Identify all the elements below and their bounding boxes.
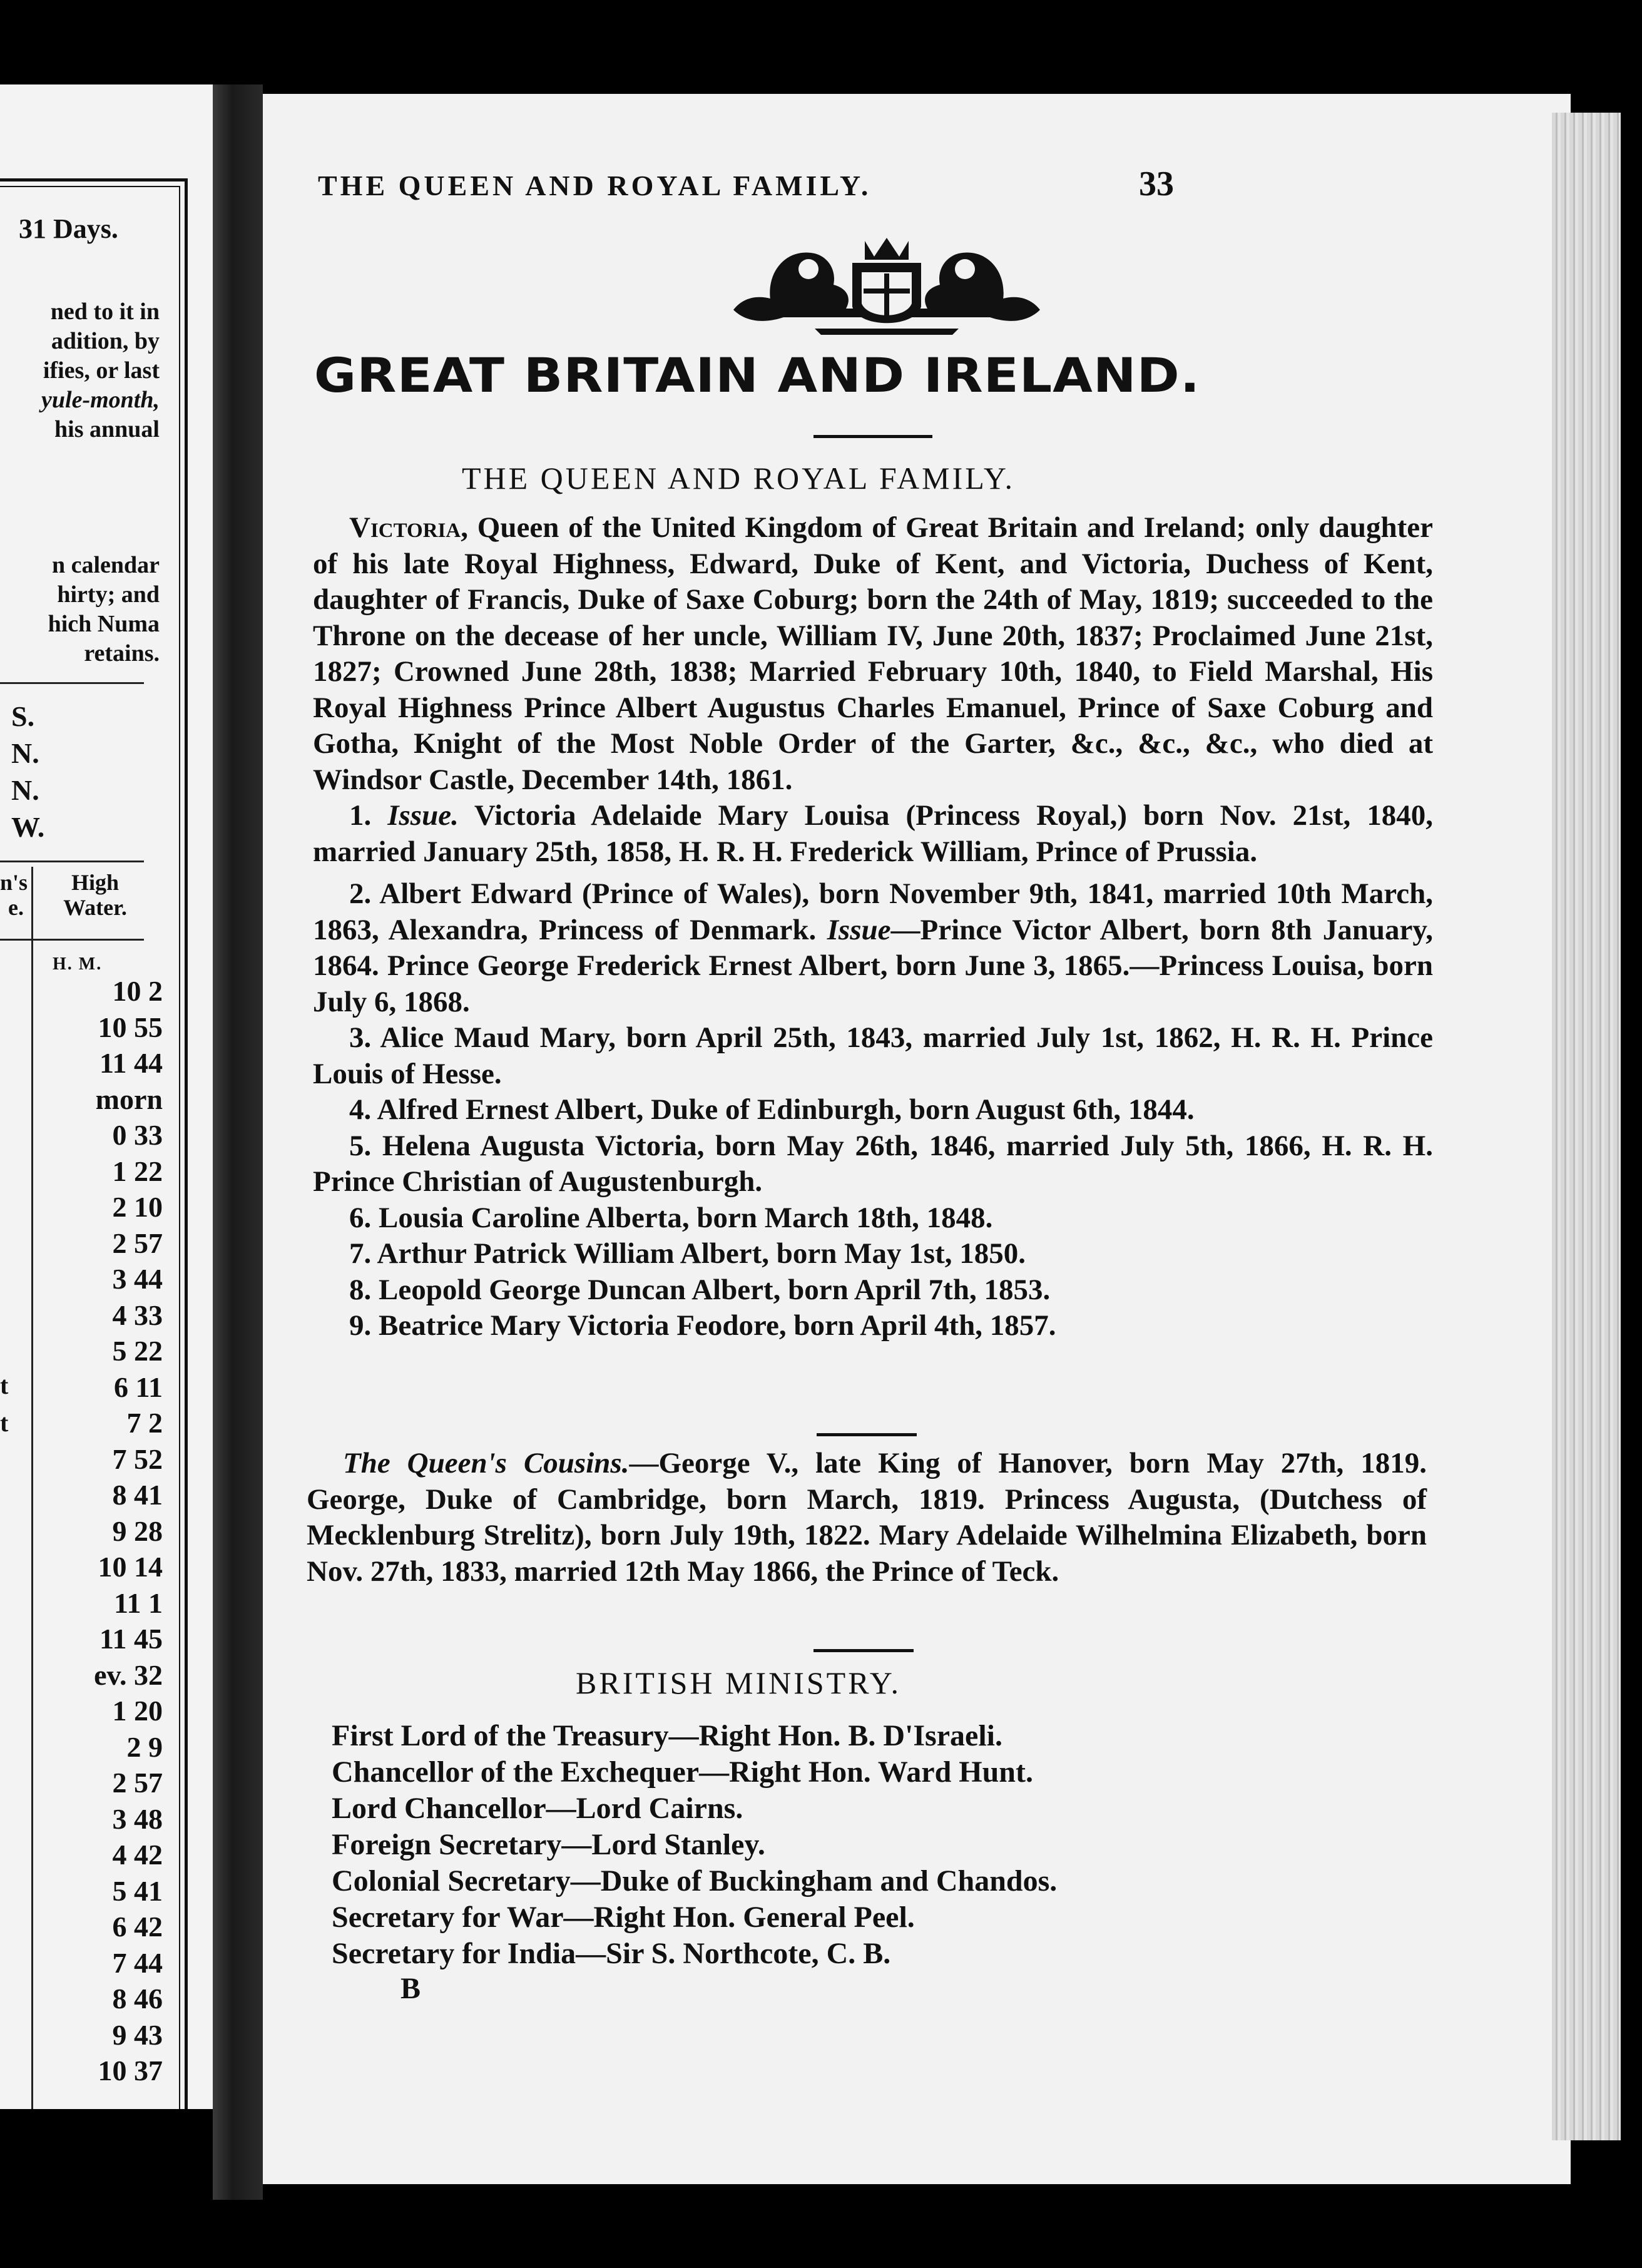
left-page-table-rule — [0, 861, 144, 862]
high-water-row: 5 41 — [112, 1874, 163, 1907]
victoria-name: Victoria — [349, 511, 461, 544]
ministry-list — [332, 1718, 1057, 1972]
left-table-column-divider — [31, 867, 33, 2109]
cousins-paragraph: The Queen's Cousins.—George V., late King of Hanover, born May 27th, 1819. George, Duke of Cambridge, born March, 1819. Princess Augusta, (Dutchess of Mecklenburg Strelitz), born July 19th, 1822. Mary Adelaide Wilhelmina Elizabeth, born Nov. 27th, 1833, married 12th May 1866, the Prince of Teck. — [307, 1447, 1427, 1588]
child-9: 9. Beatrice Mary Victoria Feodore, born April 4th, 1857. — [349, 1309, 1056, 1342]
high-water-row: 11 1 — [114, 1586, 163, 1619]
page-number: 33 — [1139, 165, 1174, 203]
high-water-row: morn — [95, 1083, 163, 1115]
cousins-rule — [817, 1433, 917, 1436]
high-water-row: 7 44 — [112, 1946, 163, 1979]
ministry-rule — [813, 1649, 914, 1652]
high-water-row: 6 42 — [112, 1911, 163, 1943]
main-title: GREAT BRITAIN AND IRELAND. — [314, 347, 1201, 403]
child-8: 8. Leopold George Duncan Albert, born April 7th, 1853. — [349, 1273, 1051, 1306]
high-water-row: 10 14 — [98, 1551, 163, 1583]
left-page-fragment: 31 Days. ned to it in adition, by ifies, or last yule-month, his annual n calendar hirty; and hich Numa retains. S. N. N. W. n's e. High Water. H. M. 10 2 10 55 11 44 morn 0 33 1 22 2 10 2 57 3 44 4 33 5 22 6 11 7 2 7 52 8 41 9 28 10 14 11 1 11 45 ev. 32 1 20 2 9 2 57 3 48 4 42 5 41 6 42 7 44 8 46 9 43 10 37 t t — [0, 84, 213, 2109]
high-water-row: 10 2 — [112, 975, 163, 1007]
high-water-row: 4 42 — [112, 1839, 163, 1871]
running-head: THE QUEEN AND ROYAL FAMILY. — [318, 170, 872, 202]
left-page-paragraph-2: n calendar hirty; and hich Numa retains. — [48, 552, 160, 667]
high-water-row: 1 22 — [112, 1155, 163, 1187]
left-page-header-rule — [0, 939, 144, 941]
high-water-row: 1 20 — [112, 1695, 163, 1727]
signature-mark: B — [400, 1972, 421, 2005]
high-water-row: 3 48 — [112, 1802, 163, 1835]
ministry-item: Foreign Secretary—Lord Stanley. — [332, 1828, 765, 1861]
child-2: 2. Albert Edward (Prince of Wales), born November 9th, 1841, married 10th March, 1863, Alexandra, Princess of Denmark. Issue—Prince Victor Albert, born 8th January, 1864. Prince George Frederick Ernest Albert, born June 3, 1865.—Princess Louisa, born July 6, 1868. — [313, 877, 1433, 1018]
ministry-item: Lord Chancellor—Lord Cairns. — [332, 1792, 743, 1825]
high-water-row: 11 44 — [99, 1047, 163, 1079]
section-title-royal-family: THE QUEEN AND ROYAL FAMILY. — [461, 461, 1015, 496]
child-6: 6. Lousia Caroline Alberta, born March 18th, 1848. — [349, 1201, 993, 1234]
high-water-row: 11 45 — [99, 1623, 163, 1655]
section-title-ministry: BRITISH MINISTRY. — [576, 1665, 901, 1700]
high-water-row: 10 55 — [98, 1011, 163, 1043]
title-rule — [813, 435, 932, 438]
high-water-row: 2 57 — [112, 1227, 163, 1259]
high-water-row: ev. 32 — [94, 1658, 163, 1691]
high-water-row: 2 10 — [112, 1191, 163, 1223]
high-water-row: 6 11 — [114, 1371, 163, 1403]
left-margin-mark: t — [0, 1409, 9, 1437]
left-page-directions: S. N. N. W. — [11, 700, 45, 843]
victoria-paragraph: Victoria, Queen of the United Kingdom of Great Britain and Ireland; only daughter of his late Royal Highness, Edward, Duke of Kent, and Victoria, Duchess of Kent, daughter of Francis, Duke of Saxe Coburg; born the 24th of May, 1819; succeeded to the Throne on the decease of her uncle, William IV, June 20th, 1837; Proclaimed June 21st, 1827; Crowned June 28th, 1838; Married February 10th, 1840, to Field Marshal, His Royal Highness Prince Albert Augustus Charles Emanuel, Prince of Saxe Coburg and Gotha, Knight of the Most Noble Order of the Garter, &c., &c., &c., who died at Windsor Castle, December 14th, 1861. — [313, 511, 1433, 796]
page-edge — [1552, 113, 1621, 2140]
high-water-row: 2 9 — [126, 1730, 163, 1763]
high-water-row: 9 28 — [112, 1515, 163, 1547]
high-water-row: 7 2 — [126, 1407, 163, 1439]
ministry-item: Chancellor of the Exchequer—Right Hon. Ward Hunt. — [332, 1755, 1033, 1789]
high-water-row: 3 44 — [112, 1263, 163, 1295]
child-1: 1. Issue. Victoria Adelaide Mary Louisa (Princess Royal,) born Nov. 21st, 1840, married January 25th, 1858, H. R. H. Frederick William, Prince of Prussia. — [313, 799, 1433, 868]
high-water-row: 10 37 — [98, 2055, 163, 2087]
child-3: 3. Alice Maud Mary, born April 25th, 1843, married July 1st, 1862, H. R. H. Prince Louis of Hesse. — [313, 1021, 1433, 1090]
ministry-item: Colonial Secretary—Duke of Buckingham and Chandos. — [332, 1864, 1058, 1898]
child-7: 7. Arthur Patrick William Albert, born May 1st, 1850. — [349, 1237, 1026, 1270]
child-5: 5. Helena Augusta Victoria, born May 26th, 1846, married July 5th, 1866, H. R. H. Prince Christian of Augustenburgh. — [313, 1129, 1433, 1198]
high-water-row: 4 33 — [112, 1299, 163, 1331]
high-water-row: 8 41 — [112, 1479, 163, 1511]
high-water-row: 7 52 — [112, 1443, 163, 1475]
high-water-row: 8 46 — [112, 1983, 163, 2015]
cousins-label: The Queen's Cousins. — [343, 1447, 630, 1479]
ministry-item: Secretary for War—Right Hon. General Peel. — [332, 1901, 915, 1934]
left-margin-mark: t — [0, 1371, 9, 1399]
ministry-item: Secretary for India—Sir S. Northcote, C. B. — [332, 1937, 891, 1970]
left-page-heading: 31 Days. — [19, 213, 118, 244]
left-table-hm-label: H. M. — [53, 954, 103, 974]
high-water-row: 9 43 — [112, 2018, 163, 2051]
left-page-paragraph-1: ned to it in adition, by ifies, or last yule-month, his annual — [41, 299, 160, 442]
left-page-divider — [0, 682, 144, 684]
high-water-times — [38, 973, 163, 2089]
child-4: 4. Alfred Ernest Albert, Duke of Edinburgh, born August 6th, 1844. — [349, 1093, 1195, 1126]
ministry-item: First Lord of the Treasury—Right Hon. B. D'Israeli. — [332, 1719, 1002, 1752]
high-water-row: 2 57 — [112, 1767, 163, 1799]
high-water-row: 0 33 — [112, 1119, 163, 1151]
high-water-row: 5 22 — [112, 1335, 163, 1367]
royal-family-text — [313, 510, 1433, 1344]
royal-arms-icon — [727, 235, 1046, 341]
